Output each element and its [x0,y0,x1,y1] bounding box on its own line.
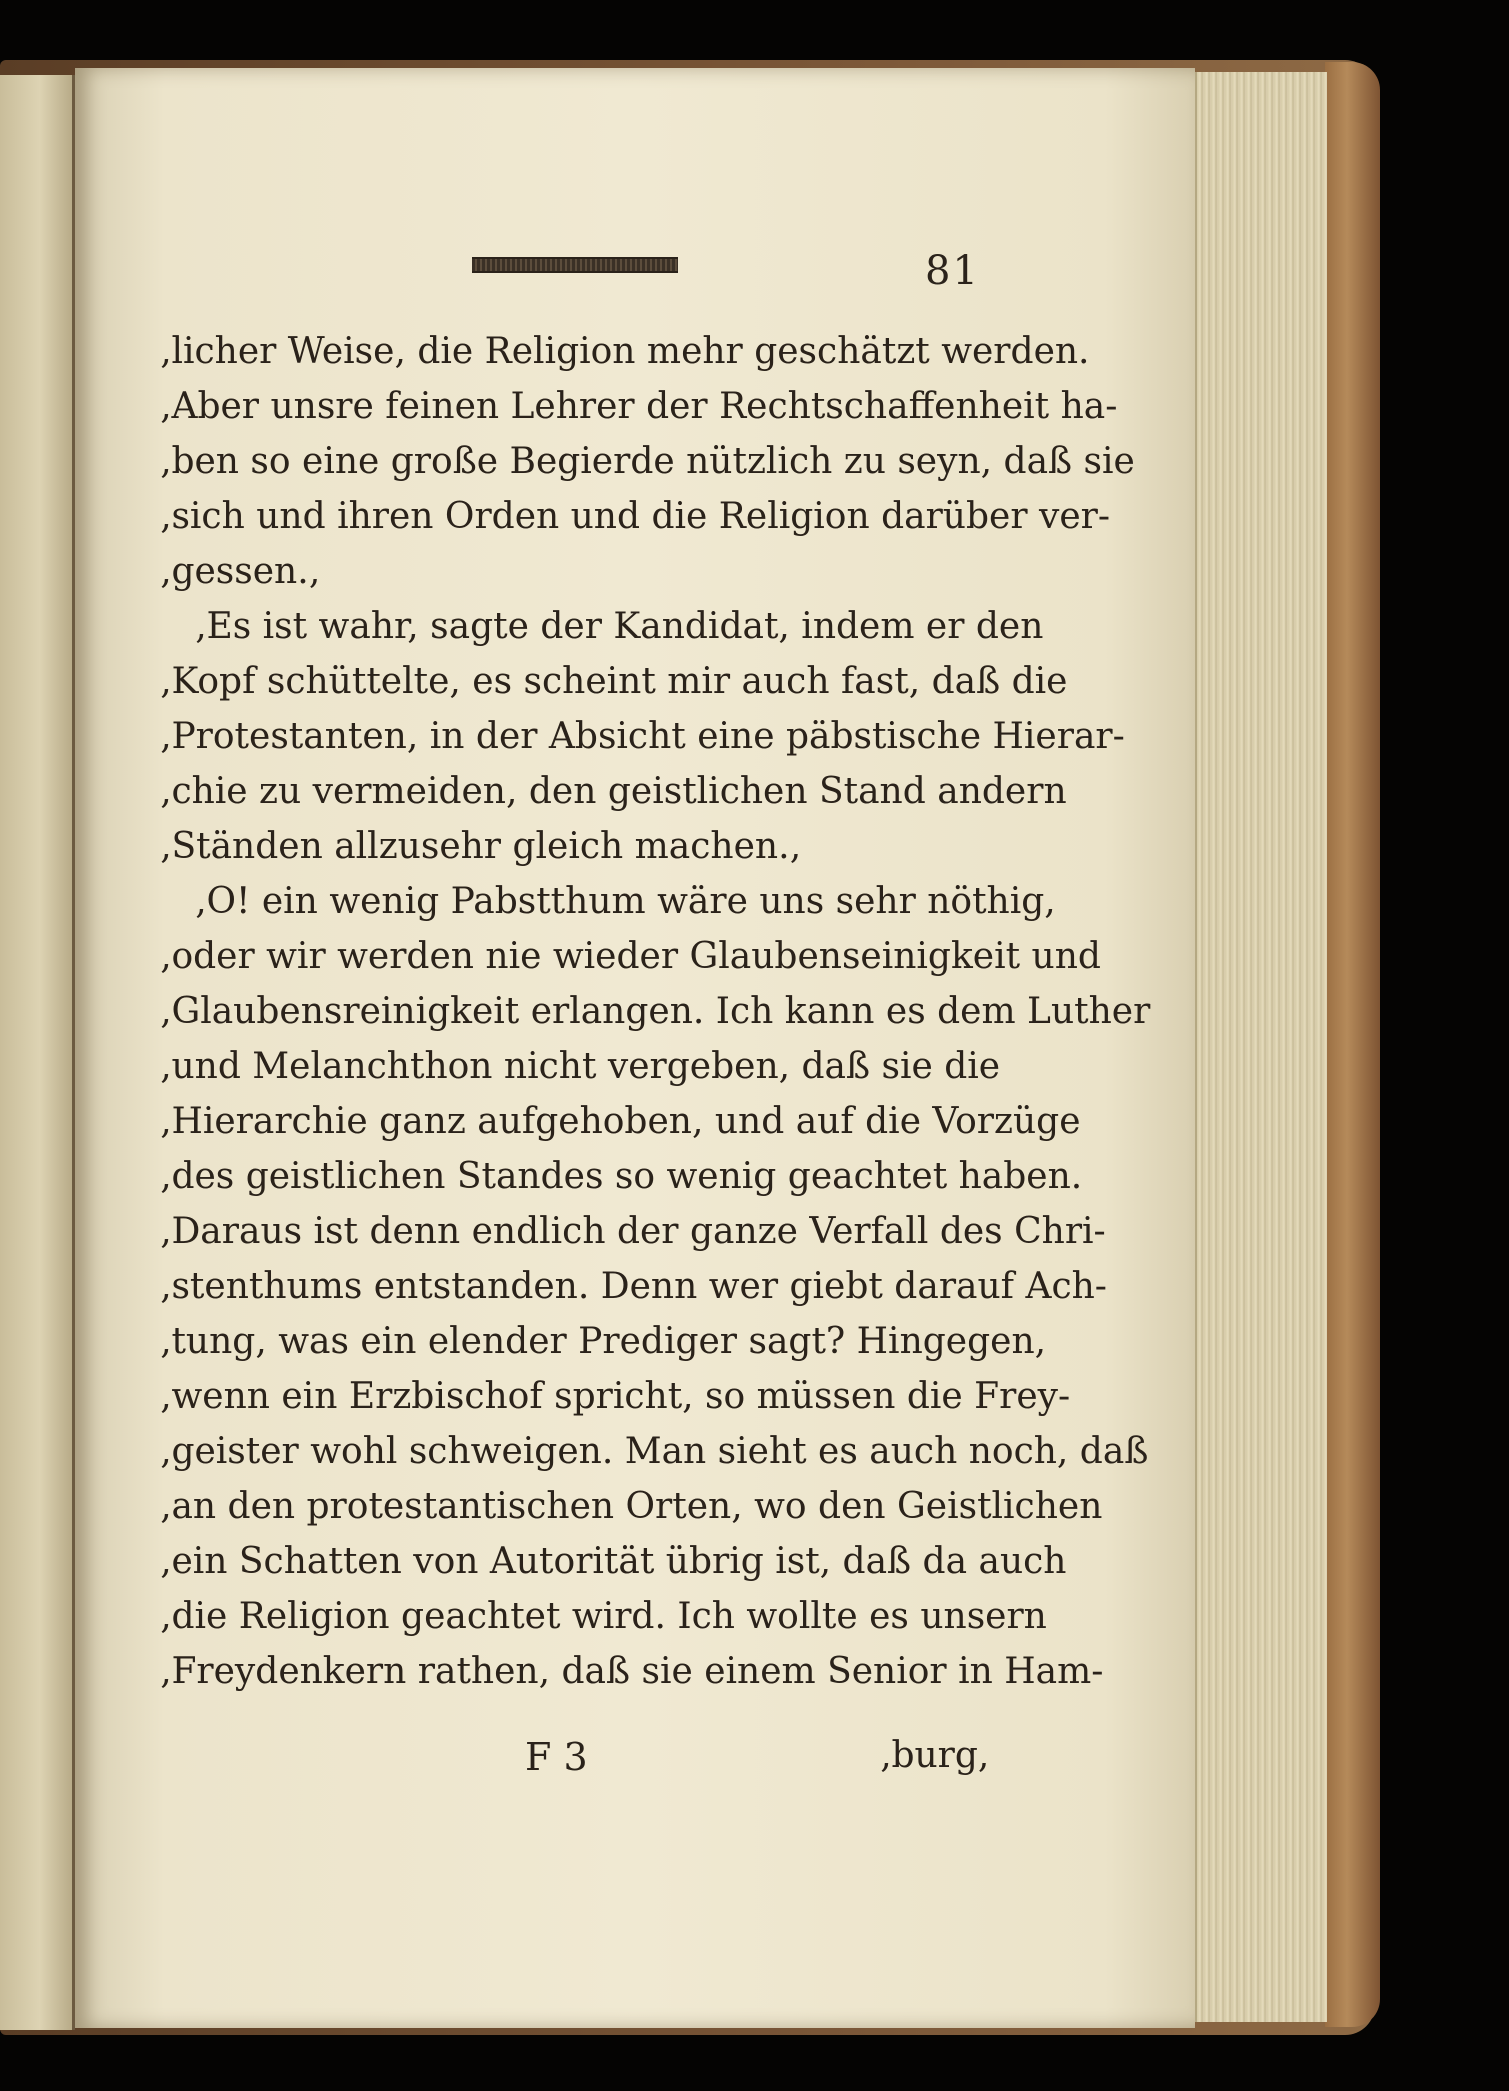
page-block-edge [1195,72,1327,2022]
text-line: ‚gessen.‚ [160,551,321,592]
text-line: ‚Freydenkern rathen, daß sie einem Senior in Ham‑ [160,1651,1104,1692]
text-line: ‚sich und ihren Orden und die Religion darüber ver‑ [160,496,1111,537]
text-line: ‚Daraus ist denn endlich der ganze Verfall des Chri‑ [160,1211,1106,1252]
text-line: ‚Hierarchie ganz aufgehoben, und auf die Vorzüge [160,1101,1081,1142]
left-page-edge [0,75,75,2030]
text-line: ‚Protestanten, in der Absicht eine päbstische Hierar‑ [160,716,1125,757]
text-line: ‚geister wohl schweigen. Man sieht es auch noch, daß [160,1431,1149,1472]
text-line: ‚licher Weise, die Religion mehr geschätzt werden. [160,331,1090,372]
text-line: ‚Aber unsre feinen Lehrer der Rechtschaffenheit ha‑ [160,386,1118,427]
page-number: 81 [925,248,980,294]
signature-mark: F 3 [525,1735,588,1779]
text-line: ‚des geistlichen Standes so wenig geachtet haben. [160,1156,1083,1197]
text-line: ‚O! ein wenig Pabstthum wäre uns sehr nöthig, [195,881,1056,922]
text-line: ‚ein Schatten von Autorität übrig ist, daß da auch [160,1541,1067,1582]
text-line: ‚tung, was ein elender Prediger sagt? Hingegen, [160,1321,1047,1362]
text-line: ‚Kopf schüttelte, es scheint mir auch fast, daß die [160,661,1068,702]
text-line: ‚stenthums entstanden. Denn wer giebt darauf Ach‑ [160,1266,1107,1307]
header-rule [472,257,678,273]
text-line: ‚an den protestantischen Orten, wo den Geistlichen [160,1486,1103,1527]
text-line: ‚ben so eine große Begierde nützlich zu seyn, daß sie [160,441,1135,482]
text-line: ‚wenn ein Erzbischof spricht, so müssen die Frey‑ [160,1376,1071,1417]
board-edge [1325,62,1380,2027]
text-line: ‚oder wir werden nie wieder Glaubenseinigkeit und [160,936,1101,977]
text-line: ‚Glaubensreinigkeit erlangen. Ich kann es dem Luther [160,991,1151,1032]
catchword: ‚burg, [880,1735,990,1776]
text-line: ‚die Religion geachtet wird. Ich wollte es unsern [160,1596,1047,1637]
text-line: ‚und Melanchthon nicht vergeben, daß sie die [160,1046,1001,1087]
text-line: ‚chie zu vermeiden, den geistlichen Stand andern [160,771,1067,812]
text-line: ‚Es ist wahr, sagte der Kandidat, indem er den [195,606,1044,647]
text-line: ‚Ständen allzusehr gleich machen.‚ [160,826,801,867]
